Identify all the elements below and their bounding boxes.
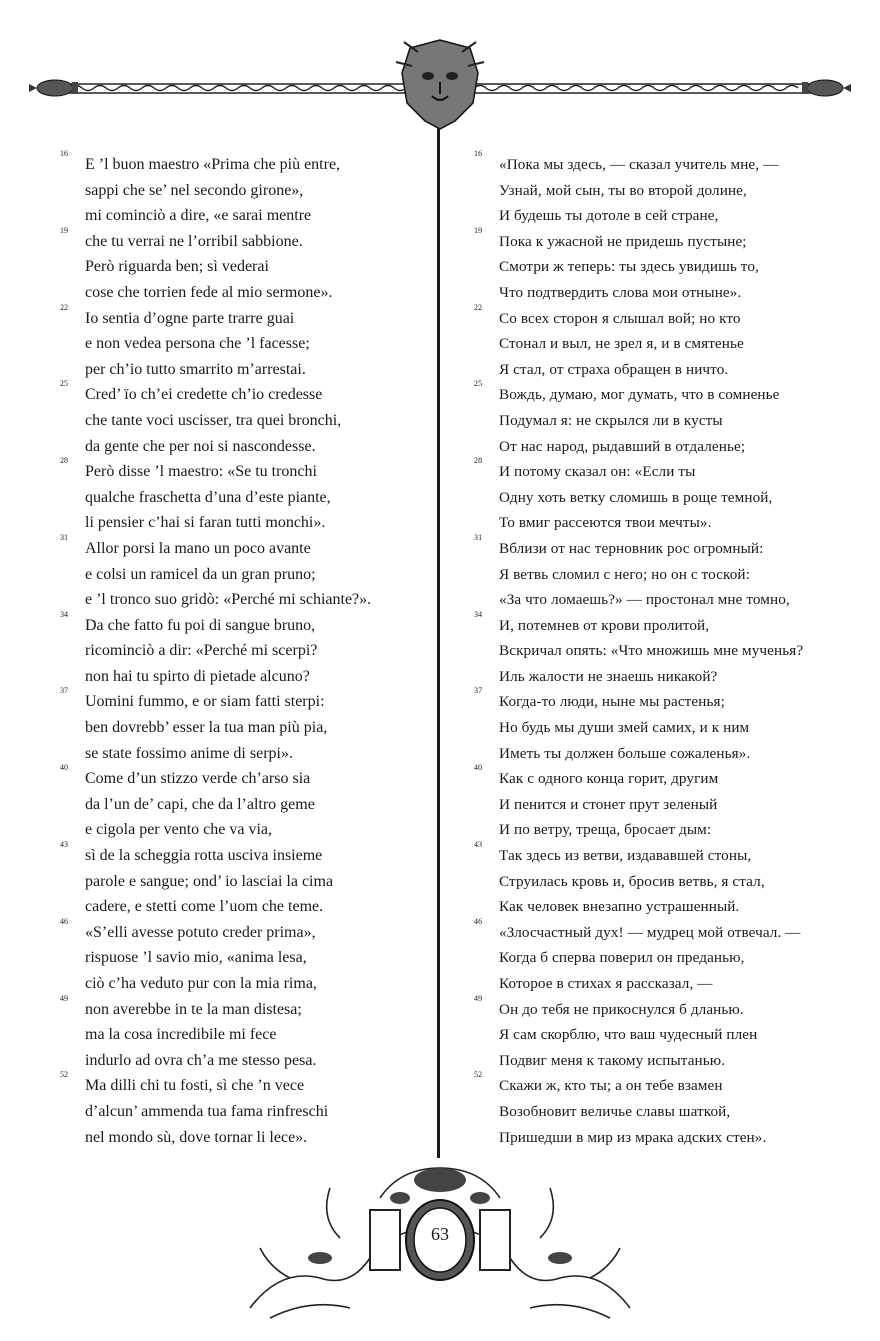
verse-line — [474, 587, 864, 613]
verse-number: 37 — [474, 686, 483, 696]
verse-number: 22 — [474, 302, 483, 312]
top-ornament — [0, 0, 880, 140]
verse-line — [60, 1022, 430, 1048]
italian-column — [60, 149, 430, 1150]
verse-line — [60, 302, 430, 332]
verse-line — [474, 254, 864, 280]
verse-number: 19 — [474, 225, 483, 235]
verse-text: Когда-то люди, ныне мы растенья; — [499, 693, 725, 711]
verse-text: Allor porsi la mano un poco avante — [85, 539, 311, 557]
verse-line — [60, 532, 430, 562]
verse-text: rispuose ’l savio mio, «anima lesa, — [85, 949, 307, 967]
verse-text: Как человек внезапно устрашенный. — [499, 898, 740, 916]
verse-text: non averebbe in te la man distesa; — [85, 1000, 302, 1018]
verse-text: Пока к ужасной не придешь пустыне; — [499, 232, 747, 250]
verse-text: Что подтвердить слова мои отныне». — [499, 283, 742, 301]
verse-text: non hai tu spirto di pietade alcuno? — [85, 667, 310, 685]
verse-text: Смотри ж теперь: ты здесь увидишь то, — [499, 258, 759, 276]
verse-line — [474, 331, 864, 357]
verse-number: 28 — [60, 456, 68, 466]
verse-line — [474, 763, 864, 792]
verse-text: Когда б сперва поверил он преданью, — [499, 949, 745, 967]
verse-text: da gente che per noi si nascondesse. — [85, 437, 316, 455]
verse-number: 25 — [474, 379, 483, 389]
russian-column — [474, 149, 864, 1150]
verse-line — [474, 664, 864, 690]
verse-line — [60, 741, 430, 767]
verse-number: 16 — [474, 149, 483, 158]
verse-number: 52 — [474, 1070, 483, 1080]
verse-line — [60, 638, 430, 664]
verse-text: То вмиг рассеются твои мечты». — [499, 514, 712, 532]
verse-text: indurlo ad ovra ch’a me stesso pesa. — [85, 1051, 317, 1069]
verse-text: Вождь, думаю, мог думать, что в сомненье — [499, 386, 780, 404]
verse-text: Узнай, мой сын, ты во второй долине, — [499, 181, 747, 199]
verse-text: li pensier c’hai si faran tutti monchi». — [85, 514, 326, 532]
verse-line — [60, 916, 430, 946]
verse-text: da l’un de’ capi, che da l’altro geme — [85, 795, 315, 813]
verse-line — [60, 510, 430, 536]
verse-text: sappi che se’ nel secondo girone», — [85, 181, 304, 199]
verse-line — [60, 993, 430, 1023]
verse-line — [474, 357, 864, 383]
verse-text: И, потемнев от крови пролитой, — [499, 616, 710, 634]
column-divider — [437, 128, 440, 1158]
verse-number: 31 — [60, 532, 68, 542]
lion-mask-icon — [396, 40, 484, 129]
verse-line — [60, 434, 430, 460]
verse-line — [60, 408, 430, 434]
verse-line — [60, 379, 430, 408]
verse-line — [474, 434, 864, 460]
verse-line — [474, 408, 864, 434]
verse-line — [60, 331, 430, 357]
verse-text: mi cominciò a dire, «e sarai mentre — [85, 207, 312, 225]
verse-text: Ma dilli chi tu fosti, sì che ’n vece — [85, 1077, 305, 1095]
verse-number: 25 — [60, 379, 68, 389]
verse-line — [474, 609, 864, 639]
verse-text: cose che torrien fede al mio sermone». — [85, 283, 333, 301]
verse-number: 46 — [60, 916, 68, 926]
verse-line — [474, 993, 864, 1023]
verse-text: che tu verrai ne l’orribil sabbione. — [85, 232, 303, 250]
verse-text: Пришедши в мир из мрака адских стен». — [499, 1128, 767, 1146]
verse-line — [60, 792, 430, 818]
verse-line — [474, 792, 864, 818]
verse-line — [474, 1125, 864, 1151]
verse-number: 43 — [474, 840, 483, 850]
verse-line — [60, 1048, 430, 1074]
verse-line — [474, 715, 864, 741]
verse-text: И потому сказал он: «Если ты — [499, 463, 696, 481]
verse-text: Подвиг меня к такому испытанью. — [499, 1051, 726, 1069]
verse-line — [60, 456, 430, 485]
verse-line — [60, 1125, 430, 1151]
verse-text: Со всех сторон я слышал вой; но кто — [499, 309, 741, 327]
verse-number: 46 — [474, 916, 483, 926]
verse-number: 37 — [60, 686, 68, 696]
verse-line — [474, 562, 864, 588]
verse-text: sì de la scheggia rotta usciva insieme — [85, 847, 323, 865]
verse-number: 16 — [60, 149, 68, 158]
verse-text: per ch’io tutto smarrito m’arrestai. — [85, 360, 306, 378]
verse-text: nel mondo sù, dove tornar li lece». — [85, 1128, 308, 1146]
verse-line — [474, 894, 864, 920]
verse-line — [474, 869, 864, 895]
verse-text: d’alcun’ ammenda tua fama rinfreschi — [85, 1102, 329, 1120]
verse-text: Но будь мы души змей самих, и к ним — [499, 719, 750, 737]
verse-text: «Пока мы здесь, — сказал учитель мне, — — [499, 156, 779, 173]
verse-text: И пенится и стонет прут зеленый — [499, 795, 718, 813]
verse-line — [474, 1048, 864, 1074]
verse-line — [60, 686, 430, 715]
verse-text: Стонал и выл, не зрел я, и в смятенье — [499, 335, 744, 353]
verse-line — [474, 178, 864, 204]
verse-text: e colsi un ramicel da un gran pruno; — [85, 565, 316, 583]
verse-line — [60, 609, 430, 639]
verse-text: Струилась кровь и, бросив ветвь, я стал, — [499, 872, 765, 890]
verse-line — [60, 203, 430, 229]
verse-line — [474, 456, 864, 485]
verse-text: Però riguarda ben; sì vederai — [85, 258, 269, 276]
verse-line — [474, 302, 864, 332]
bottom-cartouche — [230, 1158, 650, 1338]
verse-text: Скажи ж, кто ты; а он тебе взамен — [499, 1077, 723, 1095]
verse-line — [60, 562, 430, 588]
verse-text: «S’elli avesse potuto creder prima», — [85, 923, 316, 941]
verse-text: Come d’un stizzo verde ch’arso sia — [85, 770, 311, 788]
verse-line — [474, 225, 864, 255]
verse-line — [474, 280, 864, 306]
verse-text: Cred’ ïo ch’ei credette ch’io credesse — [85, 386, 323, 404]
verse-text: Però disse ’l maestro: «Se tu tronchi — [85, 463, 317, 481]
verse-text: cadere, e stetti come l’uom che teme. — [85, 898, 324, 916]
verse-line — [474, 485, 864, 511]
verse-number: 22 — [60, 302, 68, 312]
verse-line — [474, 1099, 864, 1125]
verse-text: Uomini fummo, e or siam fatti sterpi: — [85, 693, 325, 711]
verse-line — [474, 840, 864, 869]
verse-line — [474, 532, 864, 562]
verse-text: Иль жалости не знаешь никакой? — [499, 667, 718, 685]
verse-number: 34 — [474, 609, 483, 619]
verse-line — [474, 149, 864, 178]
verse-line — [60, 357, 430, 383]
verse-text: И будешь ты дотоле в сей стране, — [499, 207, 719, 225]
verse-text: se state fossimo anime di serpi». — [85, 744, 293, 762]
verse-line — [60, 254, 430, 280]
verse-text: Io sentia d’ogne parte trarre guai — [85, 309, 295, 327]
verse-line — [60, 485, 430, 511]
verse-line — [60, 178, 430, 204]
verse-line — [60, 715, 430, 741]
verse-text: Он до тебя не прикоснулся б дланью. — [499, 1000, 744, 1018]
verse-text: e ’l tronco suo gridò: «Perché mi schiante?». — [85, 591, 372, 609]
verse-line — [474, 379, 864, 408]
verse-text: qualche fraschetta d’una d’este piante, — [85, 488, 331, 506]
verse-text: ricominciò a dir: «Perché mi scerpi? — [85, 642, 318, 660]
page-number: 63 — [431, 1224, 449, 1244]
verse-line — [60, 763, 430, 792]
verse-number: 34 — [60, 609, 68, 619]
verse-text: e non vedea persona che ’l facesse; — [85, 335, 310, 353]
verse-line — [474, 971, 864, 997]
verse-number: 40 — [60, 763, 68, 773]
verse-number: 28 — [474, 456, 483, 466]
verse-text: Иметь ты должен больше сожаленья». — [499, 744, 751, 762]
verse-line — [474, 741, 864, 767]
verse-text: Так здесь из ветви, издававшей стоны, — [499, 847, 752, 865]
verse-line — [474, 945, 864, 971]
verse-number: 49 — [474, 993, 483, 1003]
verse-text: e cigola per vento che va via, — [85, 821, 273, 839]
verse-text: Вблизи от нас терновник рос огромный: — [499, 539, 764, 557]
verse-text: Одну хоть ветку сломишь в роще темной, — [499, 488, 773, 506]
verse-text: Вскричал опять: «Что множишь мне мученья? — [499, 642, 804, 660]
verse-line — [60, 587, 430, 613]
verse-line — [474, 510, 864, 536]
verse-number: 40 — [474, 763, 483, 773]
verse-text: «За что ломаешь?» — простонал мне томно, — [499, 591, 790, 609]
verse-text: ciò c’ha veduto pur con la mia rima, — [85, 975, 317, 992]
verse-text: Подумал я: не скрылся ли в кусты — [499, 411, 723, 429]
verse-line — [60, 869, 430, 895]
verse-number: 19 — [60, 225, 68, 235]
verse-line — [474, 817, 864, 843]
verse-line — [60, 1070, 430, 1099]
verse-line — [60, 971, 430, 997]
verse-line — [60, 280, 430, 306]
verse-text: Которое в стихах я рассказал, — — [499, 975, 713, 992]
verse-text: Da che fatto fu poi di sangue bruno, — [85, 616, 316, 634]
verse-line — [60, 840, 430, 869]
verse-line — [60, 1099, 430, 1125]
verse-line — [474, 1070, 864, 1099]
verse-number: 31 — [474, 532, 483, 542]
verse-text: Я ветвь сломил с него; но он с тоской: — [499, 565, 750, 583]
verse-text: Я стал, от страха обращен в ничто. — [499, 360, 729, 378]
verse-line — [60, 945, 430, 971]
verse-line — [474, 1022, 864, 1048]
verse-text: parole e sangue; ond’ io lasciai la cima — [85, 872, 334, 890]
verse-line — [60, 664, 430, 690]
verse-text: И по ветру, треща, бросает дым: — [499, 821, 712, 839]
verse-text: ben dovrebb’ esser la tua man più pia, — [85, 719, 328, 737]
verse-number: 49 — [60, 993, 68, 1003]
verse-line — [60, 149, 430, 178]
verse-line — [474, 686, 864, 715]
verse-text: che tante voci uscisser, tra quei bronchi, — [85, 411, 342, 429]
verse-line — [474, 916, 864, 946]
verse-text: «Злосчастный дух! — мудрец мой отвечал. — — [499, 923, 801, 941]
verse-text: E ’l buon maestro «Prima che più entre, — [85, 156, 341, 173]
verse-line — [474, 203, 864, 229]
verse-line — [60, 894, 430, 920]
verse-text: Возобновит величье славы шаткой, — [499, 1102, 731, 1120]
verse-line — [60, 817, 430, 843]
verse-number: 43 — [60, 840, 68, 850]
verse-line — [474, 638, 864, 664]
verse-text: От нас народ, рыдавший в отдаленье; — [499, 437, 746, 455]
verse-text: ma la cosa incredibile mi fece — [85, 1026, 277, 1044]
verse-text: Как с одного конца горит, другим — [499, 770, 719, 788]
verse-line — [60, 225, 430, 255]
verse-number: 52 — [60, 1070, 68, 1080]
verse-text: Я сам скорблю, что ваш чудесный плен — [499, 1026, 758, 1044]
